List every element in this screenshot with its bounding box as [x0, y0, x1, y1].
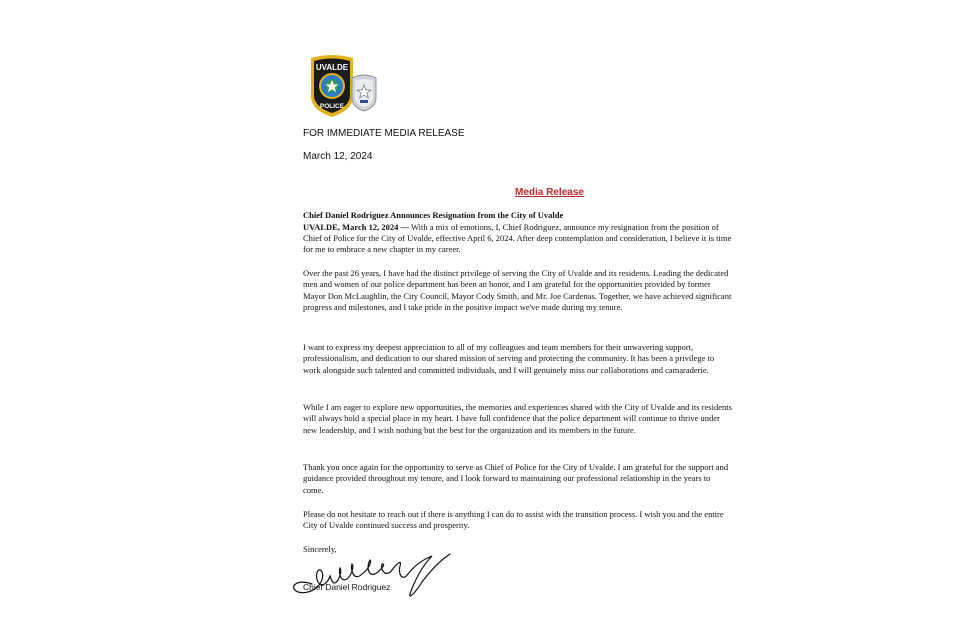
- headline: Chief Daniel Rodriguez Announces Resignation from the City of Uvalde: [303, 210, 564, 220]
- paragraph-3: I want to express my deepest appreciation to all of my colleagues and team members for their unwavering support, professionalism, and dedication to our shared mission of serving and protecting the community. It has been a privilege to work alongside such talented and committed individuals, and I will genuinely miss our collaborations and camaraderie.: [303, 342, 715, 375]
- signer-name: Chief Daniel Rodriguez: [303, 582, 391, 592]
- badge-bottom-text: POLICE: [319, 103, 345, 110]
- paragraph-1-body: With a mix of emotions, I, Chief Rodriguez, announce my resignation from the position of Chief of Police for the City of Uvalde, effective April 6, 2024. After deep contemplation and consideration, I believe it is time for me to embrace a new chapter in my career.: [303, 221, 732, 255]
- closing: Sincerely,: [303, 544, 337, 554]
- paragraph-6: Please do not hesitate to reach out if there is anything I can do to assist with the transition process. I wish you and the entire City of Uvalde continued success and prosperity.: [303, 509, 724, 531]
- dateline: UVALDE, March 12, 2024 —: [303, 221, 409, 232]
- paragraph-5: Thank you once again for the opportunity to serve as Chief of Police for the City of Uvalde. I am grateful for the support and guidance provided throughout my tenure, and I look forward to maintaining our professional relationship in the years to come.: [303, 462, 729, 495]
- paragraph-1: [303, 222, 733, 256]
- release-label: FOR IMMEDIATE MEDIA RELEASE: [303, 128, 465, 139]
- paragraph-4: While I am eager to explore new opportunities, the memories and experiences shared with the City of Uvalde and its residents will always hold a special place in my heart. I have full confidence that the police department will continue to thrive under new leadership, and I wish nothing but the best for the organization and its members in the future.: [303, 402, 732, 435]
- star-badge-icon: [349, 72, 379, 112]
- paragraph-2: Over the past 26 years, I have had the distinct privilege of serving the City of Uvalde and its residents. Leading the dedicated men and women of our police department has been an honor, and I am grateful for the opportunities provided by former Mayor Don McLaughlin, the City Council, Mayor Cody Smith, and Mr. Joe Cardenas. Together, we have achieved significant progress and milestones, and I take pride in the positive impact we've made during my tenure.: [303, 268, 732, 312]
- badge-top-text: UVALDE: [315, 63, 349, 72]
- signature-icon: [282, 552, 482, 602]
- police-logos: [307, 52, 387, 120]
- release-date: March 12, 2024: [303, 151, 373, 162]
- page-title: Media Release: [515, 187, 584, 198]
